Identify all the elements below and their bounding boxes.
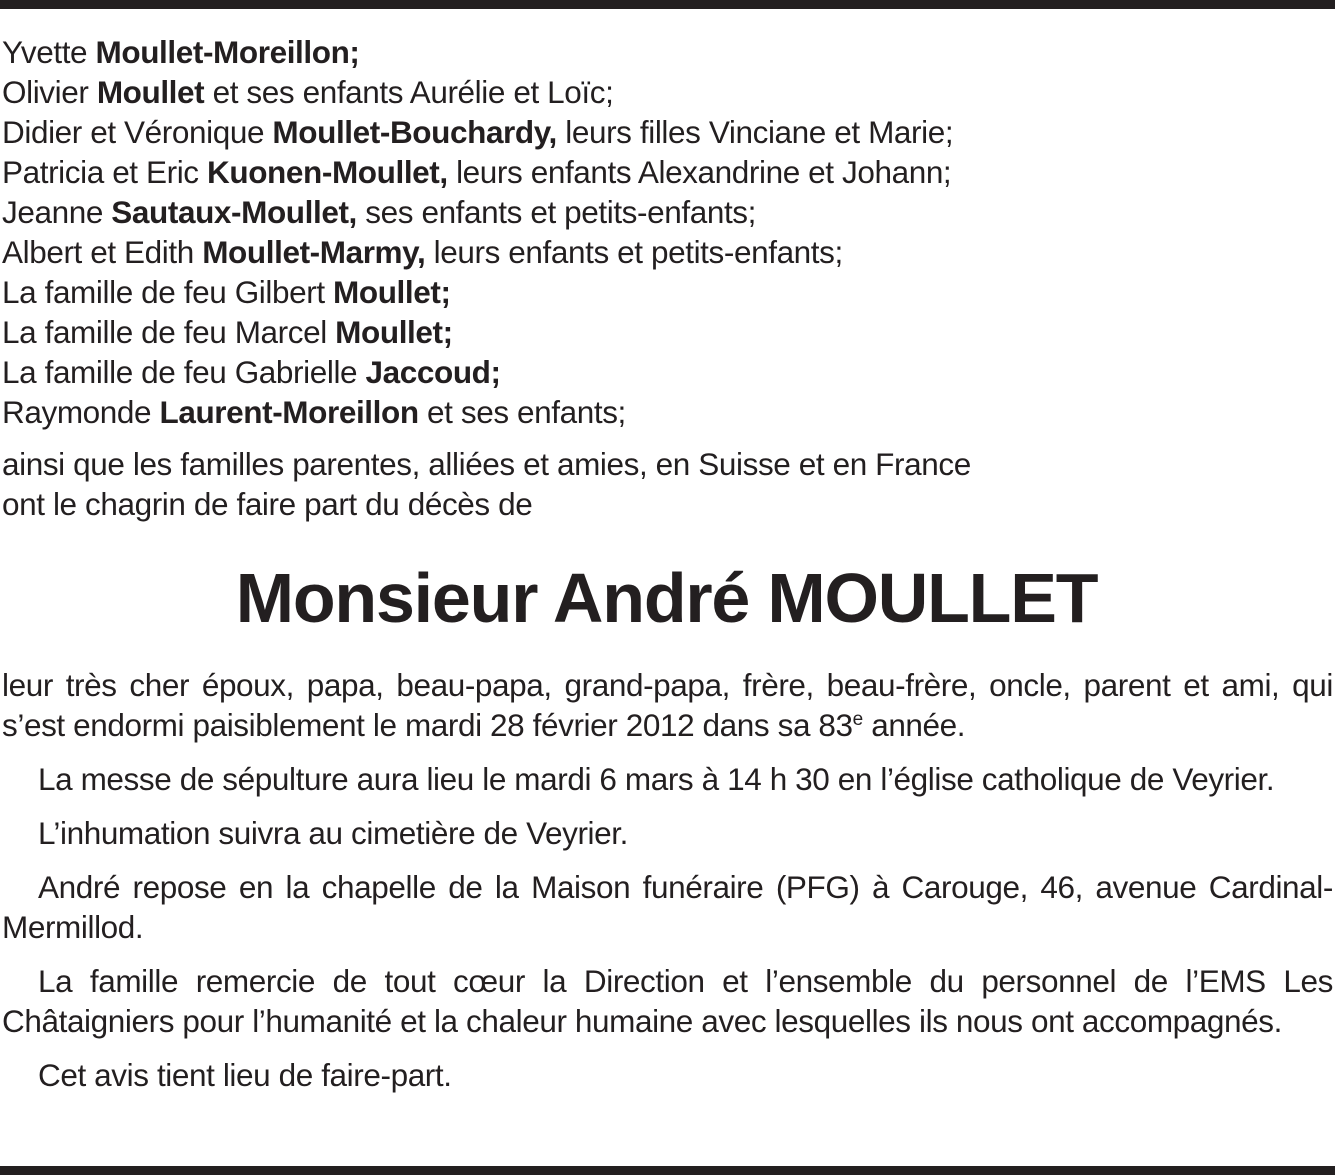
relatives-text: leurs enfants Alexandrine et Johann;	[447, 154, 952, 190]
family-surname: Laurent-Moreillon	[159, 394, 419, 430]
burial-paragraph: L’inhumation suivra au cimetière de Veyrier.	[38, 815, 628, 851]
family-line	[2, 192, 1333, 232]
family-line	[2, 392, 1333, 432]
family-line	[2, 32, 1333, 72]
family-surname: Moullet-Moreillon;	[95, 34, 360, 70]
family-line	[2, 312, 1333, 352]
given-names: Raymonde	[2, 394, 160, 430]
family-surname: Moullet-Bouchardy,	[272, 114, 557, 150]
mass-paragraph: La messe de sépulture aura lieu le mardi 6 mars à 14 h 30 en l’église catholique de Veyrier.	[38, 761, 1275, 797]
given-names: Olivier	[2, 74, 97, 110]
intro-line: ainsi que les familles parentes, alliées et amies, en Suisse et en France	[2, 446, 971, 482]
family-surname: Sautaux-Moullet,	[111, 194, 357, 230]
family-surname: Moullet-Marmy,	[202, 234, 426, 270]
deceased-name: Monsieur André MOULLET	[235, 559, 1098, 637]
bottom-rule	[0, 1166, 1335, 1175]
given-names: Didier et Véronique	[2, 114, 273, 150]
notice-paragraph: Cet avis tient lieu de faire-part.	[38, 1057, 452, 1093]
given-names: Yvette	[2, 34, 96, 70]
announcement-intro	[2, 444, 1333, 524]
thanks-paragraph: La famille remercie de tout cœur la Direction et l’ensemble du personnel de l’EMS Les Châtaigniers pour l’humanité et la chaleur humaine avec lesquelles ils nous ont accompagnés.	[2, 963, 1333, 1039]
family-line	[2, 352, 1333, 392]
family-line	[2, 112, 1333, 152]
family-line	[2, 152, 1333, 192]
tribute-text-end: année.	[862, 707, 966, 743]
obituary-notice	[2, 32, 1333, 1095]
tribute-paragraph	[2, 665, 1333, 745]
family-surname: Moullet;	[333, 274, 451, 310]
intro-line: ont le chagrin de faire part du décès de	[2, 486, 533, 522]
given-names: Jeanne	[2, 194, 112, 230]
relatives-text: leurs enfants et petits-enfants;	[425, 234, 843, 270]
family-surname: Jaccoud;	[365, 354, 501, 390]
given-names: Albert et Edith	[2, 234, 203, 270]
relatives-text: et ses enfants;	[418, 394, 626, 430]
family-surname: Moullet;	[335, 314, 453, 350]
ordinal-suffix: e	[852, 709, 863, 730]
given-names: La famille de feu Gabrielle	[2, 354, 366, 390]
top-rule	[0, 0, 1335, 9]
family-list	[2, 32, 1333, 432]
relatives-text: leurs filles Vinciane et Marie;	[556, 114, 954, 150]
family-line	[2, 232, 1333, 272]
family-surname: Kuonen-Moullet,	[207, 154, 448, 190]
chapel-paragraph: André repose en la chapelle de la Maison funéraire (PFG) à Carouge, 46, avenue Cardinal-Mermillod.	[2, 869, 1333, 945]
given-names: La famille de feu Gilbert	[2, 274, 334, 310]
tribute-text: leur très cher époux, papa, beau-papa, grand-papa, frère, beau-frère, oncle, parent et ami, qui s’est endormi paisiblement le mardi 28 février 2012 dans sa 83	[2, 667, 1333, 743]
relatives-text: ses enfants et petits-enfants;	[356, 194, 757, 230]
family-line	[2, 72, 1333, 112]
given-names: La famille de feu Marcel	[2, 314, 336, 350]
family-line	[2, 272, 1333, 312]
relatives-text: et ses enfants Aurélie et Loïc;	[204, 74, 614, 110]
given-names: Patricia et Eric	[2, 154, 208, 190]
family-surname: Moullet	[96, 74, 205, 110]
